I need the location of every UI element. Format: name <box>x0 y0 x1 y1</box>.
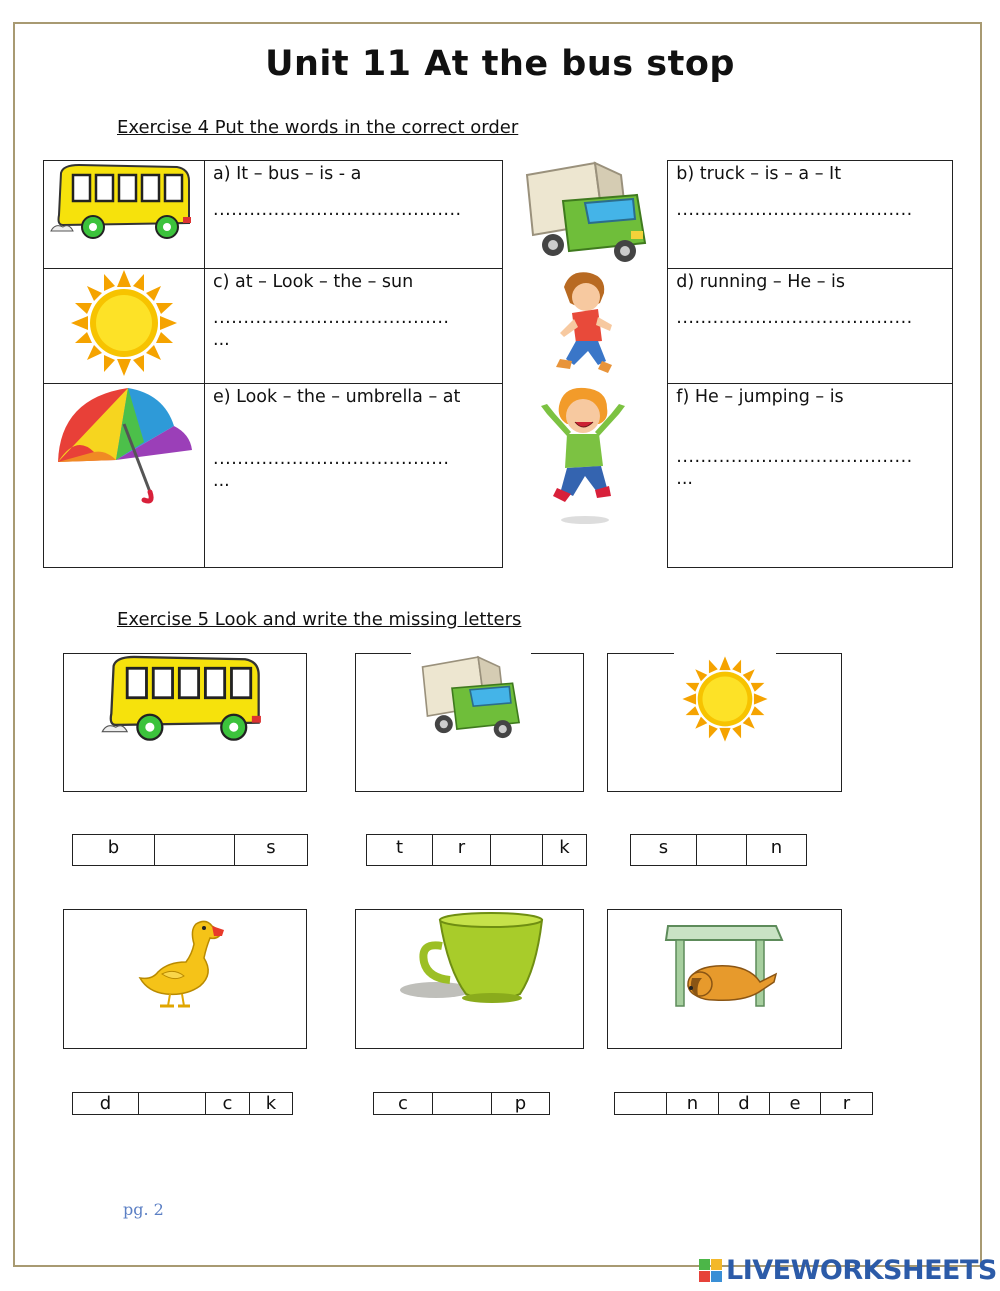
sun-icon <box>68 269 180 377</box>
word-sun-letters <box>630 834 807 866</box>
word-under-letters <box>614 1092 873 1115</box>
letter-blank-input[interactable] <box>139 1093 206 1114</box>
letter-cell: d <box>73 1093 139 1114</box>
word-cup-letters <box>373 1092 550 1115</box>
item-d-answer-line[interactable]: ....................................... <box>676 308 913 328</box>
cup-picture-box <box>355 909 584 1049</box>
letter-cell: e <box>770 1093 821 1114</box>
letter-cell: d <box>719 1093 770 1114</box>
letter-blank-input[interactable] <box>155 835 235 865</box>
item-b-answer-line[interactable]: ....................................... <box>676 200 913 220</box>
exercise4-item-e <box>205 384 503 568</box>
letter-cell: c <box>206 1093 250 1114</box>
item-f-answer-line[interactable]: ....................................... <box>676 447 913 467</box>
item-a-answer-line[interactable]: ......................................... <box>213 200 462 220</box>
item-e-answer-line-cont: ... <box>213 471 230 491</box>
letter-cell: r <box>433 835 491 865</box>
exercise5-heading: Exercise 5 Look and write the missing letters <box>117 609 522 630</box>
word-duck-letters <box>72 1092 293 1115</box>
page-number: pg. 2 <box>123 1200 164 1219</box>
duck-picture-box <box>63 909 307 1049</box>
item-c-prompt: c) at – Look – the – sun <box>213 272 414 292</box>
letter-cell: s <box>631 835 697 865</box>
exercise4-table <box>43 160 953 568</box>
bus-icon <box>100 652 270 748</box>
bus-picture-box <box>63 653 307 792</box>
item-e-answer-line[interactable]: ....................................... <box>213 449 450 469</box>
duck-icon <box>134 914 226 1010</box>
page-title: Unit 11 At the bus stop <box>265 44 735 84</box>
running-boy-picture-cell <box>503 269 668 384</box>
dog-under-table-icon <box>664 922 784 1010</box>
item-a-prompt: a) It – bus – is - a <box>213 164 362 184</box>
item-c-answer-line-cont: ... <box>213 330 230 350</box>
jumping-boy-picture-cell <box>503 384 668 568</box>
umbrella-icon <box>54 384 194 508</box>
word-bus-letters <box>72 834 308 866</box>
exercise4-heading: Exercise 4 Put the words in the correct order <box>117 117 519 138</box>
item-f-answer-line-cont: ... <box>676 469 693 489</box>
item-f-prompt: f) He – jumping – is <box>676 387 844 407</box>
item-b-prompt: b) truck – is – a – It <box>676 164 842 184</box>
truck-picture-box <box>355 653 584 792</box>
exercise4-item-b <box>668 161 953 269</box>
exercise4-item-c <box>205 269 503 384</box>
dog-under-table-picture-box <box>607 909 842 1049</box>
sun-picture-box <box>607 653 842 792</box>
truck-icon <box>416 654 524 742</box>
exercise4-item-a <box>205 161 503 269</box>
bus-icon <box>49 161 199 245</box>
letter-cell: s <box>266 837 276 858</box>
letter-blank-input[interactable] <box>433 1093 492 1114</box>
brand-name: LIVEWORKSHEETS <box>726 1255 997 1286</box>
item-e-prompt: e) Look – the – umbrella – at <box>213 387 461 407</box>
word-truck-letters <box>366 834 587 866</box>
letter-cell: k <box>559 837 570 858</box>
running-boy-icon <box>550 269 620 381</box>
letter-cell: n <box>770 837 783 858</box>
letter-blank-input[interactable] <box>697 835 747 865</box>
jumping-boy-icon <box>537 384 633 528</box>
letter-cell: k <box>265 1093 277 1114</box>
logo-blocks-icon <box>698 1258 724 1284</box>
bus-picture-cell <box>44 161 205 269</box>
letter-cell: c <box>374 1093 433 1114</box>
letter-blank-input[interactable] <box>615 1093 667 1114</box>
exercise4-item-d <box>668 269 953 384</box>
letter-cell: t <box>367 835 433 865</box>
umbrella-picture-cell <box>44 384 205 568</box>
sun-icon <box>680 655 770 743</box>
letter-blank-input[interactable] <box>491 835 543 865</box>
letter-cell: n <box>667 1093 719 1114</box>
item-c-answer-line[interactable]: ....................................... <box>213 308 450 328</box>
truck-icon <box>519 161 651 265</box>
letter-cell: p <box>514 1093 527 1114</box>
letter-cell: b <box>73 835 155 865</box>
sun-picture-cell <box>44 269 205 384</box>
item-d-prompt: d) running – He – is <box>676 272 845 292</box>
truck-picture-cell <box>503 161 668 269</box>
exercise4-item-f <box>668 384 953 568</box>
liveworksheets-logo[interactable] <box>698 1255 997 1286</box>
letter-cell: r <box>842 1093 851 1114</box>
cup-icon <box>396 910 548 1012</box>
